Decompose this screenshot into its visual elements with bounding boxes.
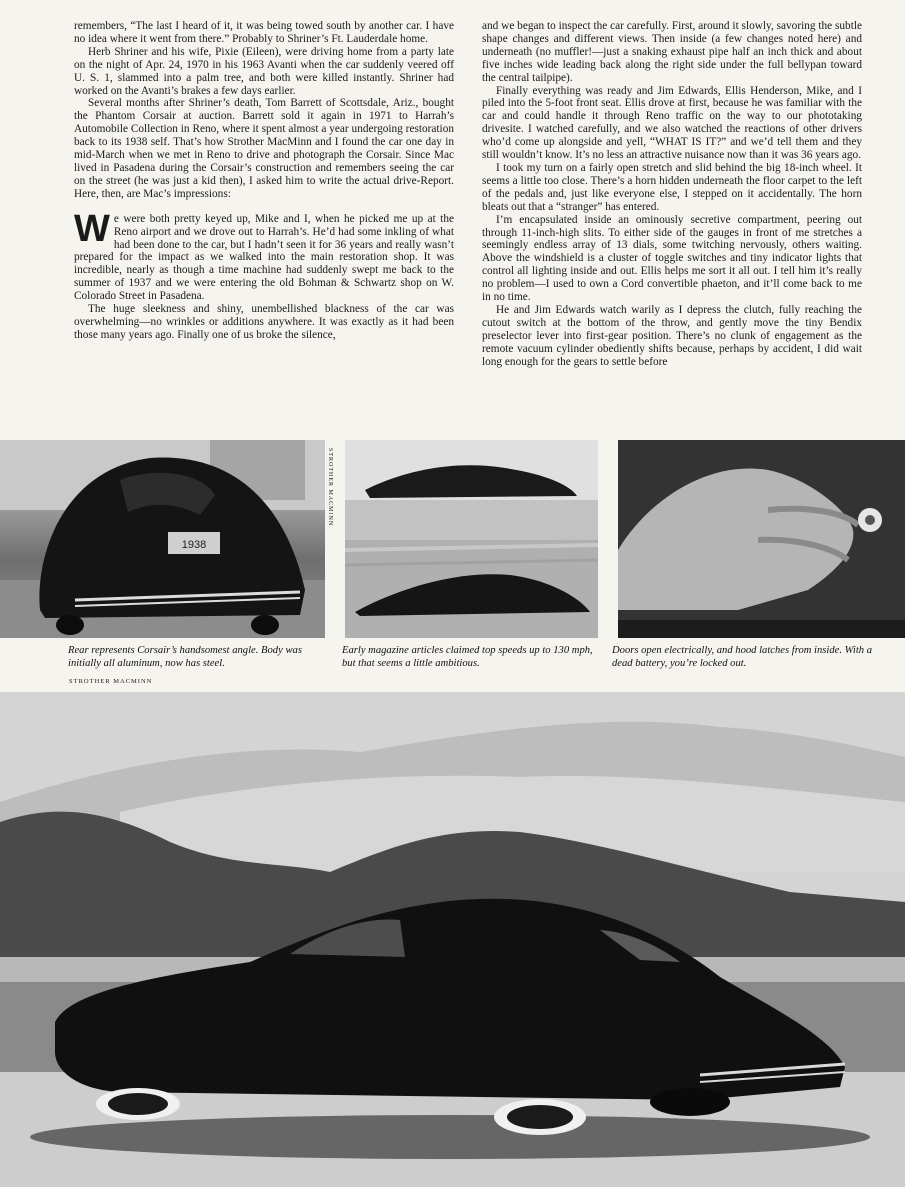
photo-car-side-desert [0, 692, 905, 1187]
caption-speed-photo: Early magazine articles claimed top speeds up to 130 mph, but that seems a little ambitious. [342, 645, 593, 669]
article-column-right [482, 20, 862, 368]
paragraph-text: e were both pretty keyed up, Mike and I, when he picked me up at the Reno airport and we drove out to Harrah’s. He’d had some inkling of what had been done to the car, but I hadn’t seen it for 36 years and really wasn’t prepared for the impact as we walked into the main restoration shop. It was incredible, nearly as though a time machine had suddenly swept me back to the summer of 1937 and we were entering the old Bohman & Schwartz shop on W. Colorado Street in Pasadena. [74, 212, 454, 303]
photo-door-button [618, 440, 905, 638]
article-column-left [74, 20, 454, 342]
caption-door-photo: Doors open electrically, and hood latches from inside. With a dead battery, you’re locked out. [612, 645, 873, 669]
photo-car-rear [0, 440, 325, 638]
paragraph: and we began to inspect the car carefully. First, around it slowly, savoring the subtle shape changes and different views. Then inside (a few changes noted here) and underneath (no muffler!—just a snaking exhaust pipe half an inch thick and about five inches wide leading back along the right side under the full bellypan toward the central tailpipe). [482, 20, 862, 84]
paragraph: I took my turn on a fairly open stretch and slid behind the big 18-inch wheel. It seems a little too close. There’s a horn hidden underneath the floor carpet to the left of the pedals and, just like everyone else, I stepped on it accidentally. The horn bleats out that a “stranger” has entered. [482, 161, 862, 213]
photo-car-speed [345, 440, 598, 638]
drop-cap: W [74, 207, 110, 250]
paragraph: He and Jim Edwards watch warily as I depress the clutch, fully reaching the cutout switch at the bottom of the throw, and gently move the tiny Bendix preselector lever into first-gear position. There’s no clunk of engagement as the remote vacuum cylinder obediently shifts because, perhaps by accident, I did wait long enough for the gears to settle before [482, 303, 862, 368]
paragraph: Several months after Shriner’s death, Tom Barrett of Scottsdale, Ariz., bought the Phantom Corsair at auction. Barrett sold it again in 1971 to Harrah’s Automobile Collection in Reno, where it spent almost a year undergoing restoration back to its 1938 self. That’s how Strother MacMinn and I found the car one day in mid-March when we met in Reno to drive and photograph the Corsair. Since Mac lived in Pasadena during the Corsair’s construction and remembers seeing the car on the street (he was just a kid then), I asked him to write the actual drive-Report. Here, then, are Mac’s impressions: [74, 97, 454, 200]
photo-credit: STROTHER MACMINN [69, 678, 153, 685]
caption-rear-photo: Rear represents Corsair’s handsomest angle. Body was initially all aluminum, now has steel. [68, 645, 302, 669]
paragraph: remembers, “The last I heard of it, it was being towed south by another car. I have no idea where it went from there.” Probably to Shriner’s Ft. Lauderdale home. [74, 20, 454, 45]
paragraph: The huge sleekness and shiny, unembellished blackness of the car was overwhelming—no wrinkles or additions anywhere. It was exactly as it had been those many years ago. Finally one of us broke the silence, [74, 303, 454, 341]
paragraph-with-dropcap [74, 207, 454, 303]
photo-credit-vertical: STROTHER MACMINN [327, 448, 333, 527]
paragraph: I’m encapsulated inside an ominously secretive compartment, peering out through 11-inch-high slits. To either side of the gauges in front of me stretches a seemingly endless array of 13 dials, some twitching nervously, others waiting. Above the windshield is a cluster of toggle switches and tiny indicator lights that control all lighting inside and out. Ellis helps me sort it all out. I tell him it’s really no problem—I used to own a Cord convertible phaeton, and it’ll come back to me in no time. [482, 213, 862, 304]
license-plate: 1938 [181, 539, 207, 551]
paragraph: Herb Shriner and his wife, Pixie (Eileen), were driving home from a party late on the night of Apr. 24, 1970 in his 1963 Avanti when the car suddenly veered off U. S. 1, slammed into a palm tree, and both were killed instantly. Shriner had worked on the Avanti’s brakes a few days earlier. [74, 45, 454, 97]
paragraph: Finally everything was ready and Jim Edwards, Ellis Henderson, Mike, and I piled into the 5-foot front seat. Ellis drove at first, because he was familiar with the car and could handle it through Reno traffic on the way to our phototaking drivesite. I watched carefully, and we also watched the reactions of other drivers who’d come up alongside and yell, “WHAT IS IT?” and we’d tell them and they still wouldn’t know. It’s no less an attractive nuisance now than it was 36 years ago. [482, 84, 862, 162]
